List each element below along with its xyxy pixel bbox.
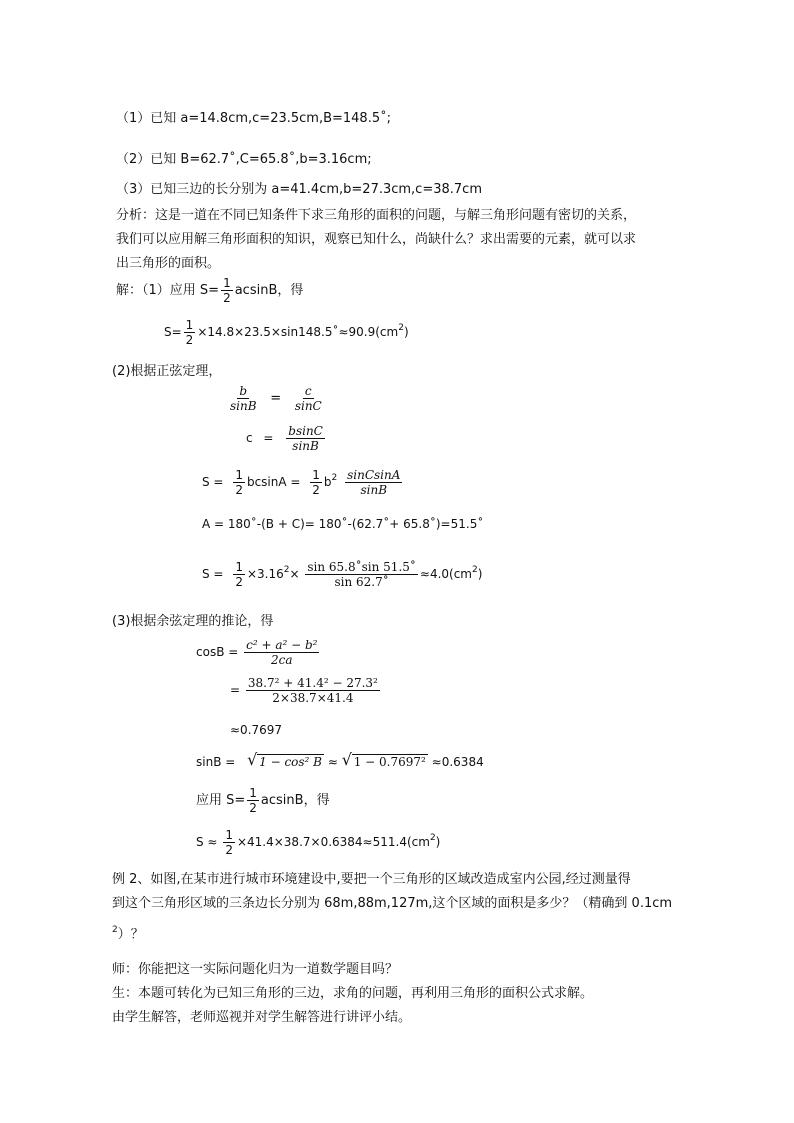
solution-3-heading: (3)根据余弦定理的推论，得 <box>112 614 274 629</box>
problem-2: （2）已知 B=62.7˚,C=65.8˚,b=3.16cm; <box>116 152 372 167</box>
student-answer: 生：本题可转化为已知三角形的三边，求角的问题，再利用三角形的面积公式求解。 <box>112 986 594 1001</box>
problem-1: （1）已知 a=14.8cm,c=23.5cm,B=148.5˚; <box>116 111 391 126</box>
analysis-line-2: 我们可以应用解三角形面积的知识，观察已知什么，尚缺什么？求出需要的元素，就可以求 <box>116 232 637 247</box>
fraction-cosine-law: $\frac{\text{c² + a² − b²}}{2ca}$ <box>246 638 318 667</box>
example-2-line-3: $^2$）？ <box>112 925 144 942</box>
square-root-1: √ 1 − cos² B <box>247 750 322 769</box>
sinb-calculation: sinB = √ 1 − cos² B ≈ √ 1 − 0.7697² ≈0.6384 <box>196 750 484 769</box>
cosb-substitution: = $\frac{\text{38.7² + 41.4² − 27.3²}}{2\times 38.7\times 41.4}$ <box>230 676 378 705</box>
fraction-sincsina-over-sinb: $\frac{\text{sinCsinA}}{\sin B}$ <box>347 468 401 497</box>
fraction-one-half: $\frac{1}{2}$ <box>223 276 231 305</box>
fraction-one-half: $\frac{1}{2}$ <box>185 318 194 347</box>
fraction-cosine-values: $\frac{\text{38.7² + 41.4² − 27.3²}}{2\times 38.7\times 41.4}$ <box>247 676 378 705</box>
cosb-approx: ≈0.7697 <box>230 723 283 737</box>
square-root-2: √ 1 − 0.7697² <box>341 750 426 769</box>
problem-3: （3）已知三边的长分别为 a=41.4cm,b=27.3cm,c=38.7cm <box>116 182 482 197</box>
fraction-one-half: $\frac{1}{2}$ <box>312 468 320 497</box>
fraction-one-half: $\frac{1}{2}$ <box>235 468 243 497</box>
c-equation: c = $\frac{bsinC}{\sin B}$ <box>246 424 323 453</box>
fraction-one-half: $\frac{1}{2}$ <box>249 786 257 815</box>
apply-area-formula: 应用 S= $\frac{1}{2}$ acsinB，得 <box>196 786 330 815</box>
fraction-sine-values: $\frac{\sin 65.8˚\sin 51.5˚}{\sin 62.7˚}$ <box>307 560 416 589</box>
fraction-one-half: $\frac{1}{2}$ <box>235 560 243 589</box>
solution-1-intro: 解：（1）应用 S= $\frac{1}{2}$ acsinB，得 <box>116 276 304 305</box>
area-result-3: S ≈ $\frac{1}{2}$ $\times 41.4\times 38.7\times 0.6384\approx 511.4(cm^2)$ <box>196 828 441 857</box>
analysis-line-1: 分析：这是一道在不同已知条件下求三角形的面积的问题，与解三角形问题有密切的关系， <box>116 208 637 223</box>
teacher-question: 师：你能把这一实际问题化归为一道数学题目吗？ <box>112 962 399 977</box>
solution-1-result: S= $\frac{1}{2}$ $\times 14.8\times 23.5\times\sin 148.5˚\approx 90.9(cm^2)$ <box>164 318 409 347</box>
cosb-formula: cosB = $\frac{\text{c² + a² − b²}}{2ca}$ <box>196 638 318 667</box>
example-2-line-1: 例 2、如图,在某市进行城市环境建设中,要把一个三角形的区域改造成室内公园,经过测量得 <box>112 872 631 887</box>
area-formula-2: S = $\frac{1}{2}$ bcsinA = $\frac{1}{2}$ $b^2$ $\frac{\text{sinCsinA}}{\sin B}$ <box>202 468 401 497</box>
solution-2-heading: (2)根据正弦定理， <box>112 364 222 379</box>
angle-a-calculation: A = 180˚-(B + C)= 180˚-(62.7˚+ 65.8˚)=51.5˚ <box>202 517 484 531</box>
example-2-line-2: 到这个三角形区域的三条边长分别为 68m,88m,127m,这个区域的面积是多少？（精确到 0.1cm <box>112 896 673 911</box>
sine-law-equation: $\frac{b}{\sin B}$ = $\frac{c}{\sin C}$ <box>230 384 322 413</box>
fraction-one-half: $\frac{1}{2}$ <box>225 828 233 857</box>
fraction-b-over-sinb: $\frac{b}{\sin B}$ <box>230 384 257 413</box>
analysis-line-3: 出三角形的面积。 <box>116 256 221 271</box>
area-result-2: S = $\frac{1}{2}$ $\times 3.16^2\times$ $\frac{\sin 65.8˚\sin 51.5˚}{\sin 62.7˚}$ $\approx 4.0(cm^2)$ <box>202 560 483 589</box>
fraction-c-over-sinc: $\frac{c}{\sin C}$ <box>294 384 322 413</box>
teaching-note: 由学生解答，老师巡视并对学生解答进行讲评小结。 <box>112 1010 412 1025</box>
fraction-bsinc-over-sinb: $\frac{bsinC}{\sin B}$ <box>288 424 323 453</box>
